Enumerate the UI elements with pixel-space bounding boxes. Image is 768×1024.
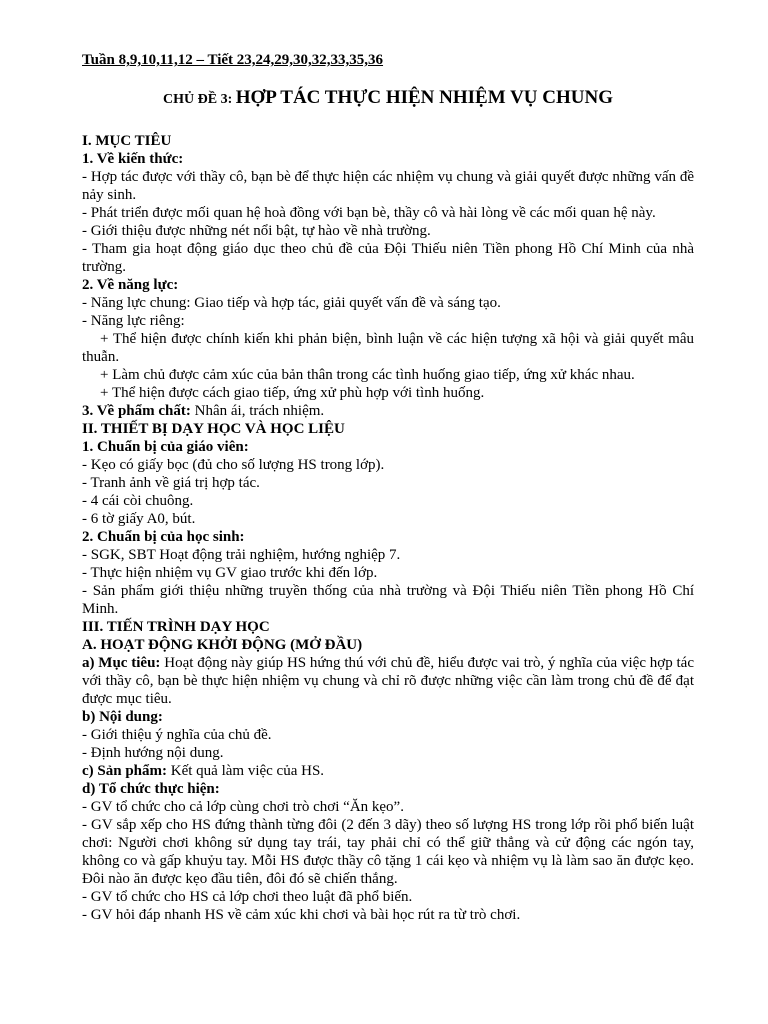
quality-line	[82, 402, 694, 420]
student-prep-item: - Thực hiện nhiệm vụ GV giao trước khi đến lớp.	[82, 565, 378, 581]
goal-paragraph	[82, 654, 694, 708]
topic-title-main: HỢP TÁC THỰC HIỆN NHIỆM VỤ CHUNG	[235, 87, 613, 108]
quality-text: Nhân ái, trách nhiệm.	[190, 403, 325, 419]
goal-label: a) Mục tiêu:	[82, 655, 161, 671]
topic-title	[82, 89, 694, 109]
knowledge-item: - Giới thiệu được những nét nổi bật, tự hào về nhà trường.	[82, 223, 431, 239]
topic-title-lead: CHỦ ĐỀ 3:	[163, 92, 236, 107]
week-lesson-header: Tuần 8,9,10,11,12 – Tiết 23,24,29,30,32,33,35,36	[82, 52, 384, 68]
knowledge-heading: 1. Về kiến thức:	[82, 151, 184, 167]
content-label: b) Nội dung:	[82, 709, 163, 725]
student-prep-item: - SGK, SBT Hoạt động trải nghiệm, hướng nghiệp 7.	[82, 547, 401, 563]
knowledge-item: - Tham gia hoạt động giáo dục theo chủ đề của Đội Thiếu niên Tiền phong Hồ Chí Minh của nhà trường.	[82, 241, 694, 275]
section-3-heading: III. TIẾN TRÌNH DẠY HỌC	[82, 619, 270, 635]
content-item: - Giới thiệu ý nghĩa của chủ đề.	[82, 727, 272, 743]
content-item: - Định hướng nội dung.	[82, 745, 224, 761]
teacher-prep-heading: 1. Chuẩn bị của giáo viên:	[82, 439, 249, 455]
student-prep-heading: 2. Chuẩn bị của học sinh:	[82, 529, 245, 545]
knowledge-item: - Phát triển được mối quan hệ hoà đồng với bạn bè, thầy cô và hài lòng về các mối quan hệ này.	[82, 205, 656, 221]
teacher-prep-item: - Tranh ảnh về giá trị hợp tác.	[82, 475, 260, 491]
knowledge-item: - Hợp tác được với thầy cô, bạn bè để thực hiện các nhiệm vụ chung và giải quyết được những vấn đề nảy sinh.	[82, 169, 694, 203]
goal-text: Hoạt động này giúp HS hứng thú với chủ đề, hiểu được vai trò, ý nghĩa của việc hợp tác với thầy cô, bạn bè thực hiện nhiệm vụ chung và chỉ rõ được những việc cần làm trong chủ đề để đạt được mục tiêu.	[82, 655, 695, 707]
product-line	[82, 762, 694, 780]
document-page	[82, 51, 694, 924]
organize-item: - GV sắp xếp cho HS đứng thành từng đôi (2 đến 3 dãy) theo số lượng HS trong lớp rồi phổ biến luật chơi: Người chơi không sử dụng tay trái, tay phải chỉ có thể giữ thẳng và cử động các ngón tay, không co và gấp khuỷu tay. Mỗi HS được thầy cô tặng 1 cái kẹo và nhiệm vụ là làm sao ăn được kẹo. Đôi nào ăn được kẹo đầu tiên, đôi đó sẽ chiến thắng.	[82, 817, 694, 887]
competence-heading: 2. Về năng lực:	[82, 277, 179, 293]
organize-item: - GV tổ chức cho cả lớp cùng chơi trò chơi “Ăn kẹo”.	[82, 799, 404, 815]
competence-general: - Năng lực chung: Giao tiếp và hợp tác, giải quyết vấn đề và sáng tạo.	[82, 295, 501, 311]
competence-subitem: + Thể hiện được cách giao tiếp, ứng xử phù hợp với tình huống.	[100, 385, 485, 401]
competence-subitem: + Thể hiện được chính kiến khi phản biện, bình luận về các hiện tượng xã hội và giải quyết mâu thuẫn.	[82, 331, 694, 365]
organize-label: d) Tổ chức thực hiện:	[82, 781, 220, 797]
product-label: c) Sản phẩm:	[82, 763, 168, 779]
organize-item: - GV tổ chức cho HS cả lớp chơi theo luật đã phổ biến.	[82, 889, 413, 905]
quality-heading: 3. Về phẩm chất:	[82, 403, 191, 419]
section-2-heading: II. THIẾT BỊ DẠY HỌC VÀ HỌC LIỆU	[82, 421, 345, 437]
activity-a-heading: A. HOẠT ĐỘNG KHỞI ĐỘNG (MỞ ĐẦU)	[82, 637, 363, 653]
teacher-prep-item: - 4 cái còi chuông.	[82, 493, 194, 509]
organize-item: - GV hỏi đáp nhanh HS về cảm xúc khi chơi và bài học rút ra từ trò chơi.	[82, 907, 521, 923]
competence-subitem: + Làm chủ được cảm xúc của bản thân trong các tình huống giao tiếp, ứng xử khác nhau.	[100, 367, 635, 383]
teacher-prep-item: - Kẹo có giấy bọc (đủ cho số lượng HS trong lớp).	[82, 457, 385, 473]
section-1-heading: I. MỤC TIÊU	[82, 133, 172, 149]
product-text: Kết quả làm việc của HS.	[167, 763, 325, 779]
teacher-prep-item: - 6 tờ giấy A0, bút.	[82, 511, 196, 527]
competence-specific: - Năng lực riêng:	[82, 313, 185, 329]
student-prep-item: - Sản phẩm giới thiệu những truyền thống của nhà trường và Đội Thiếu niên Tiền phong Hồ Chí Minh.	[82, 583, 694, 617]
